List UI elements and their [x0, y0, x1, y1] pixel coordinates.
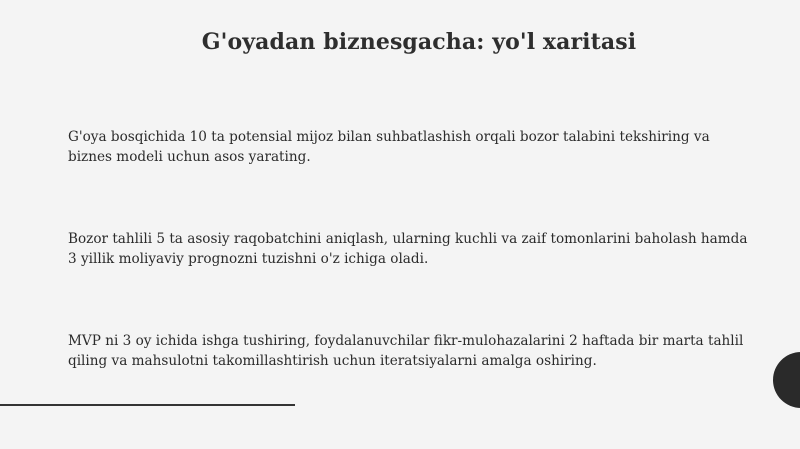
decorative-divider-line: [0, 404, 295, 406]
paragraph-idea-stage: G'oya bosqichida 10 ta potensial mijoz bilan suhbatlashish orqali bozor talabini tekshiring va biznes modeli uchun asos yarating.: [68, 129, 710, 165]
paragraph-market-analysis: Bozor tahlili 5 ta asosiy raqobatchini aniqlash, ularning kuchli va zaif tomonlarini baholash hamda 3 yillik moliyaviy prognozni tuzishni o'z ichiga oladi.: [68, 231, 748, 267]
paragraph-mvp: MVP ni 3 oy ichida ishga tushiring, foydalanuvchilar fikr-mulohazalarini 2 haftada bir marta tahlil qiling va mahsulotni takomillashtirish uchun iteratsiyalarni amalga oshiring.: [68, 333, 744, 369]
slide-title: G'oyadan biznesgacha: yo'l xaritasi: [201, 29, 637, 55]
decorative-circle-shape: [773, 352, 800, 408]
